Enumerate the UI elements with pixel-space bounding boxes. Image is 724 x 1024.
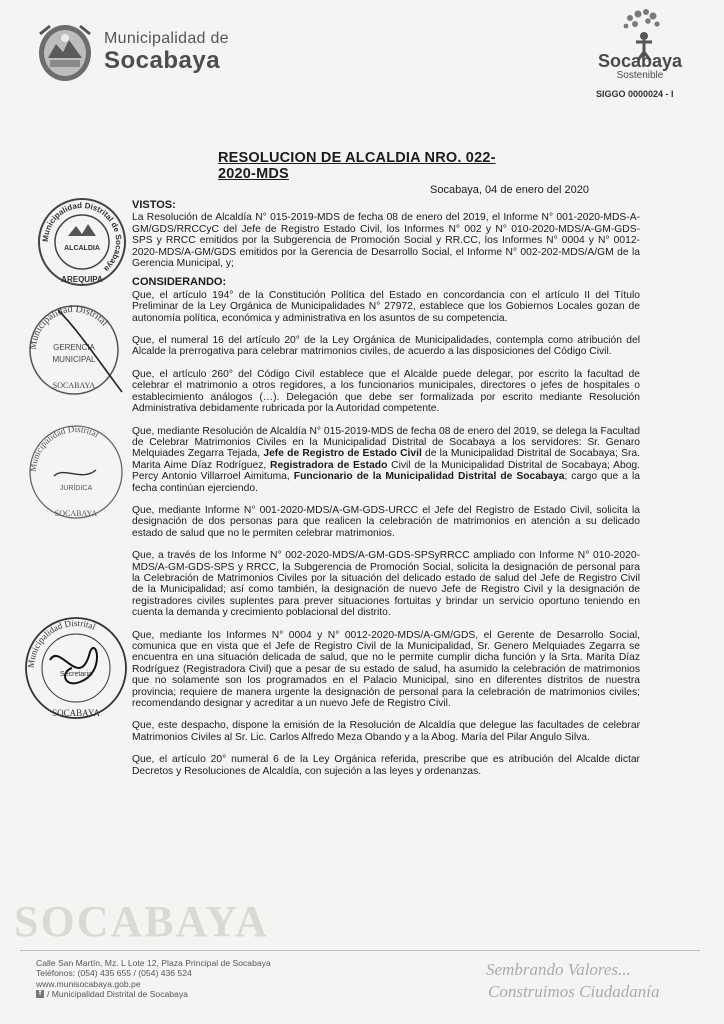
footer-website: www.munisocabaya.gob.pe — [36, 978, 141, 989]
slogan-line-2: Construimos Ciudadanía — [488, 982, 660, 1001]
slogan-line-1: Sembrando Valores... — [486, 960, 631, 979]
facebook-icon: f — [36, 990, 44, 998]
secretaria-stamp-ring-text: Municipalidad Distrital — [25, 617, 98, 669]
considerando-paragraph-1: Que, el artículo 194° de la Constitución Política del Estado en concordancia con el artículo II del Título Preliminar de la Ley Orgánica de Municipalidades N° 27972, establece que los Gobiernos Locales gozan de autonomía política, económica y administrativa en los asuntos de su competencia. — [132, 289, 640, 324]
brand-block — [588, 52, 692, 81]
considerando-paragraph-8: Que, este despacho, dispone la emisión de la Resolución de Alcaldía que delegue las facultades de celebrar Matrimonios Civiles al Sr. Lic. Carlos Alfredo Meza Obando y a la Abog. María del Pilar Angulo Silva. — [132, 720, 640, 743]
juridica-stamp-bottom: SOCABAYA — [54, 509, 98, 518]
juridica-stamp-center: JURÍDICA — [59, 485, 93, 492]
considerando-paragraph-6: Que, a través de los Informe N° 002-2020-MDS/A-GM-GDS-SPSyRRCC ampliado con Informe N° 010-2020-MDS/A-GM-GDS-SPS y RRCC, la Subgerencia de Promoción Social, solicita la designación de personal para la Celebración de Matrimonios Civiles por la situación del delicado estado de salud del Jefe de Registro Civil de la Municipalidad; así como también, la designación de nuevo Jefe de Registro Civil y la designación de registradores civiles suplentes para prever situaciones fortuitas y brindar un servicio oportuno teniendo en cuenta la demanda y crecimiento poblacional del distrito. — [132, 550, 640, 619]
municipality-name — [104, 30, 229, 74]
gerencia-stamp-bottom: SOCABAYA — [52, 381, 96, 390]
alcaldia-stamp-bottom: AREQUIPA — [61, 275, 103, 284]
signature-scribble — [50, 648, 97, 683]
considerando-paragraph-5: Que, mediante Informe N° 001-2020-MDS/A-GM-GDS-URCC el Jefe del Registro de Estado Civil, solicita la designación de dos personas para que realicen la celebración de matrimonios en atención a su delicado estado de salud que no le permiten celebrar matrimonios. — [132, 504, 640, 539]
p4-bold-f: Funcionario de la Municipalidad Distrital de Socabaya — [293, 471, 565, 483]
p4-bold-b: Jefe de Registro de Estado Civil — [263, 448, 422, 460]
secretaria-stamp — [20, 612, 132, 724]
p4-bold-d: Registradora de Estado — [270, 459, 388, 471]
footer-contact — [36, 958, 271, 1000]
considerando-paragraph-7: Que, mediante los Informes N° 0004 y N° 0012-2020-MDS/A-GM/GDS, el Gerente de Desarrollo Social, comunica que en vista que el Jefe de Registro Civil de la Municipalidad, Sr. Genero Melquiades Zegarra se encuentra en una situación delicada de salud, que no le permite cumplir dicha función y la Srta. Marita Díaz Rodríguez (Registradora Civil) que a pesar de su estado de salud, ha asumido la celebración de matrimonios que no solamente son los programados en el Palacio Municipal, sino en diferentes distritos de nuestra provincia; requiere de manera urgente la designación de personal para la celebración de matrimonios civiles; recomendando designar y acreditar a un nuevo Jefe de Registro Civil. — [132, 629, 640, 710]
p4-text-e: Civil de la Municipalidad Distrital de Socabaya; Abog. Percy Antonio Villarroel Aimituma, — [132, 459, 641, 483]
alcaldia-stamp-center: ALCALDIA — [64, 245, 100, 252]
footer-slogan — [486, 960, 659, 1000]
resolution-body — [132, 196, 640, 788]
considerando-paragraph-2: Que, el numeral 16 del artículo 20° de la Ley Orgánica de Municipalidades, contempla como atribución del Alcalde la prerrogativa para celebrar matrimonios civiles, de acuerdo a las disposiciones del Código Civil. — [132, 335, 640, 358]
vistos-heading: VISTOS: — [132, 199, 176, 211]
footer-phones: Teléfonos: (054) 435 655 / (054) 436 524 — [36, 968, 192, 979]
footer-facebook: / Municipalidad Distrital de Socabaya — [47, 989, 188, 1000]
juridica-stamp-ring-text: Municipalidad Distrital — [27, 423, 101, 473]
resolution-title: RESOLUCION DE ALCALDIA NRO. 022-2020-MDS — [218, 150, 496, 182]
footer-divider — [20, 950, 700, 951]
gerencia-municipal-stamp — [18, 300, 130, 396]
p4-text-c: de la Municipalidad Distrital de Socabaya; Sra. Marita Aime Díaz Rodríguez, — [132, 448, 640, 471]
alcaldia-stamp — [36, 196, 128, 288]
gerencia-stamp-center-2: MUNICIPAL — [52, 355, 96, 364]
resolution-date: Socabaya, 04 de enero del 2020 — [430, 184, 590, 196]
municipality-name-line1: Municipalidad de — [104, 30, 229, 47]
footer-address: Calle San Martín, Mz. L Lote 12, Plaza Principal de Socabaya — [36, 958, 271, 968]
considerando-heading: CONSIDERANDO: — [132, 276, 227, 289]
secretaria-stamp-center: Secretaria — [60, 671, 92, 678]
considerando-paragraph-4 — [132, 426, 640, 494]
considerando-paragraph-9: Que, el artículo 20° numeral 6 de la Ley Orgánica referida, prescribe que es atribución del Alcalde dictar Decretos y Resoluciones de Alcaldía, con sujeción a las leyes y ordenanzas. — [132, 754, 640, 777]
p4-text-a: Que, mediante Resolución de Alcaldía N° 015-2019-MDS de fecha 08 de enero del 2019, se delega la Facultad de Celebrar Matrimonios Civiles en la Municipalidad Distrital de Socabaya a los servidores: Sr. Genaro Melquiades Zegarra Tejada, — [132, 425, 640, 460]
footer-facebook-row — [36, 989, 271, 999]
p4-text-g: ; cargo que a la fecha continúan ejerciendo. — [132, 471, 641, 494]
municipal-crest-logo — [36, 22, 94, 84]
socabaya-watermark: SOCABAYA — [14, 897, 269, 946]
brand-tagline: Sostenible — [616, 70, 664, 81]
gerencia-stamp-ring-text: Municipalidad Distrital — [27, 303, 110, 351]
secretaria-stamp-bottom: SOCABAYA — [52, 708, 100, 718]
vistos-paragraph: La Resolución de Alcaldía N° 015-2019-MDS de fecha 08 de enero del 2019, el Informe N° 001-2020-MDS-A-GM/GDS/RRCCyC del Jefe de Registro Estado Civil, los Informes N° 002 y N° 010-2020-MDS/A-GM-GDS-SPS y RRCC emitidos por la Subgerencia de Promoción Social y RR.CC, los Informes N° 0004 y N° 0012-2020-MDS/A-GM/GDS emitidos por la Gerencia de Desarrollo Social, el Informe N° 002-202-MDS/A/GM de la Gerencia Municipal, y; — [132, 212, 640, 270]
alcaldia-stamp-ring-text: Municipalidad Distrital de Socabaya — [40, 200, 124, 274]
juridica-stamp — [24, 420, 128, 524]
considerando-paragraph-3: Que, el artículo 260° del Código Civil establece que el Alcalde puede delegar, por escrito la facultad de celebrar el matrimonio a otros regidores, a los funcionarios municipales, directores o jefes de hospitales o establecimiento análogos (…). Delegación que debe ser formalizada por escrito mediante Resolución Administrativa debidamente rubricada por la Autoridad competente. — [132, 368, 640, 415]
siggo-code: SIGGO 0000024 - I — [596, 89, 674, 99]
municipality-name-line2: Socabaya — [104, 47, 221, 74]
gerencia-stamp-center-1: GERENCIA — [53, 343, 95, 352]
brand-name: Socabaya — [597, 51, 683, 71]
